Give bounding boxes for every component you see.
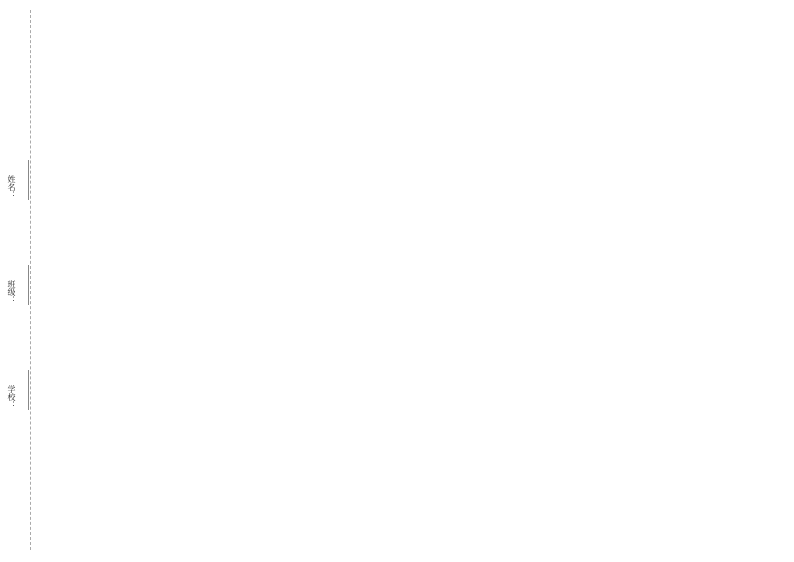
- school-blank: [18, 370, 29, 410]
- class-label: 班级：: [7, 280, 16, 304]
- class-blank: [18, 265, 29, 305]
- binding-dashed-line: [30, 10, 31, 550]
- name-blank: [18, 160, 29, 200]
- binding-margin: [0, 0, 40, 562]
- school-label: 学校：: [7, 385, 16, 409]
- name-label: 姓名：: [7, 175, 16, 199]
